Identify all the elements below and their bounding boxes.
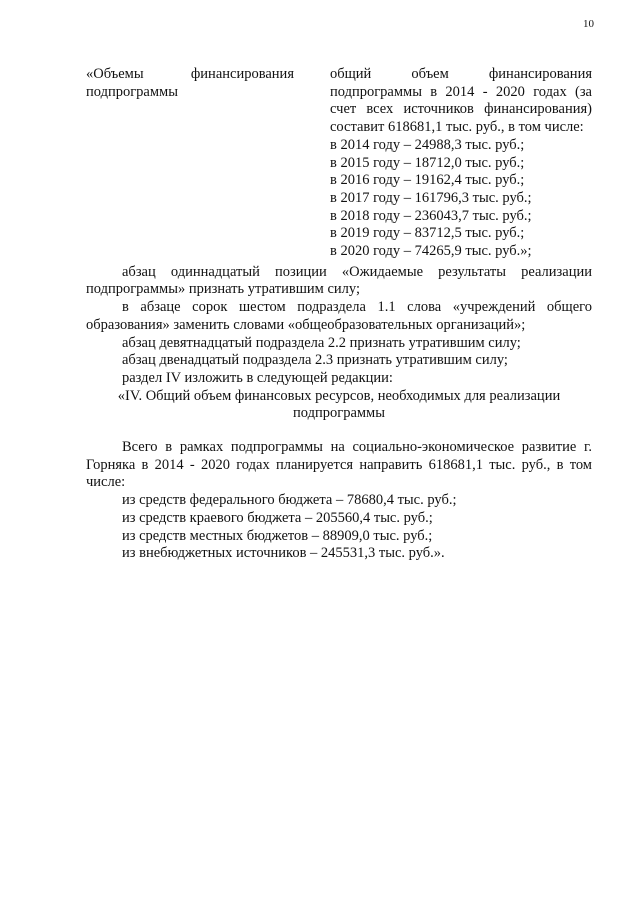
funding-year-2016: в 2016 году – 19162,4 тыс. руб.; — [330, 172, 525, 189]
source-extrabudgetary: из внебюджетных источников – 245531,3 тыс. руб.». — [122, 545, 445, 562]
paragraph-2: в абзаце сорок шестом подраздела 1.1 слова «учреждений общего образования» заменить словами «общеобразовательных организаций»; — [86, 299, 592, 333]
funding-summary: общий объем финансирования подпрограммы в 2014 - 2020 годах (за счет всех источников финансирования) составит 618681,1 тыс. руб., в том числе: — [330, 66, 592, 136]
paragraph-3: абзац девятнадцатый подраздела 2.2 признать утратившим силу; — [122, 334, 521, 351]
paragraph-1: абзац одиннадцатый позиции «Ожидаемые результаты реализации подпрограммы» признать утратившим силу; — [86, 263, 592, 298]
source-regional: из средств краевого бюджета – 205560,4 тыс. руб.; — [122, 509, 433, 526]
document-body — [86, 66, 592, 563]
section-heading-line-1: «IV. Общий объем финансовых ресурсов, необходимых для реализации — [117, 387, 561, 404]
source-federal: из средств федерального бюджета – 78680,4 тыс. руб.; — [122, 492, 457, 509]
passport-label-line-2: подпрограммы — [86, 83, 178, 100]
funding-year-2015: в 2015 году – 18712,0 тыс. руб.; — [330, 154, 525, 171]
paragraph-4: абзац двенадцатый подраздела 2.3 признать утратившим силу; — [122, 352, 508, 369]
page-number: 10 — [583, 18, 594, 30]
funding-year-2018: в 2018 году – 236043,7 тыс. руб.; — [330, 207, 532, 224]
passport-value — [330, 66, 592, 261]
funding-year-2014: в 2014 году – 24988,3 тыс. руб.; — [330, 136, 525, 153]
passport-label-line-1: «Объемы финансирования — [86, 66, 294, 82]
passport-label — [86, 66, 294, 261]
funding-year-2019: в 2019 году – 83712,5 тыс. руб.; — [330, 225, 525, 242]
passport-table — [86, 66, 592, 261]
source-local: из средств местных бюджетов – 88909,0 тыс. руб.; — [122, 527, 433, 544]
funding-year-2020: в 2020 году – 74265,9 тыс. руб.»; — [330, 243, 532, 260]
total-paragraph: Всего в рамках подпрограммы на социально-экономическое развитие г. Горняка в 2014 - 2020 годах планируется направить 618681,1 тыс. руб., в том числе: — [86, 439, 592, 491]
section-heading-line-2: подпрограммы — [293, 405, 385, 422]
paragraph-5: раздел IV изложить в следующей редакции: — [122, 369, 393, 386]
spacer — [86, 423, 592, 439]
funding-year-2017: в 2017 году – 161796,3 тыс. руб.; — [330, 189, 532, 206]
